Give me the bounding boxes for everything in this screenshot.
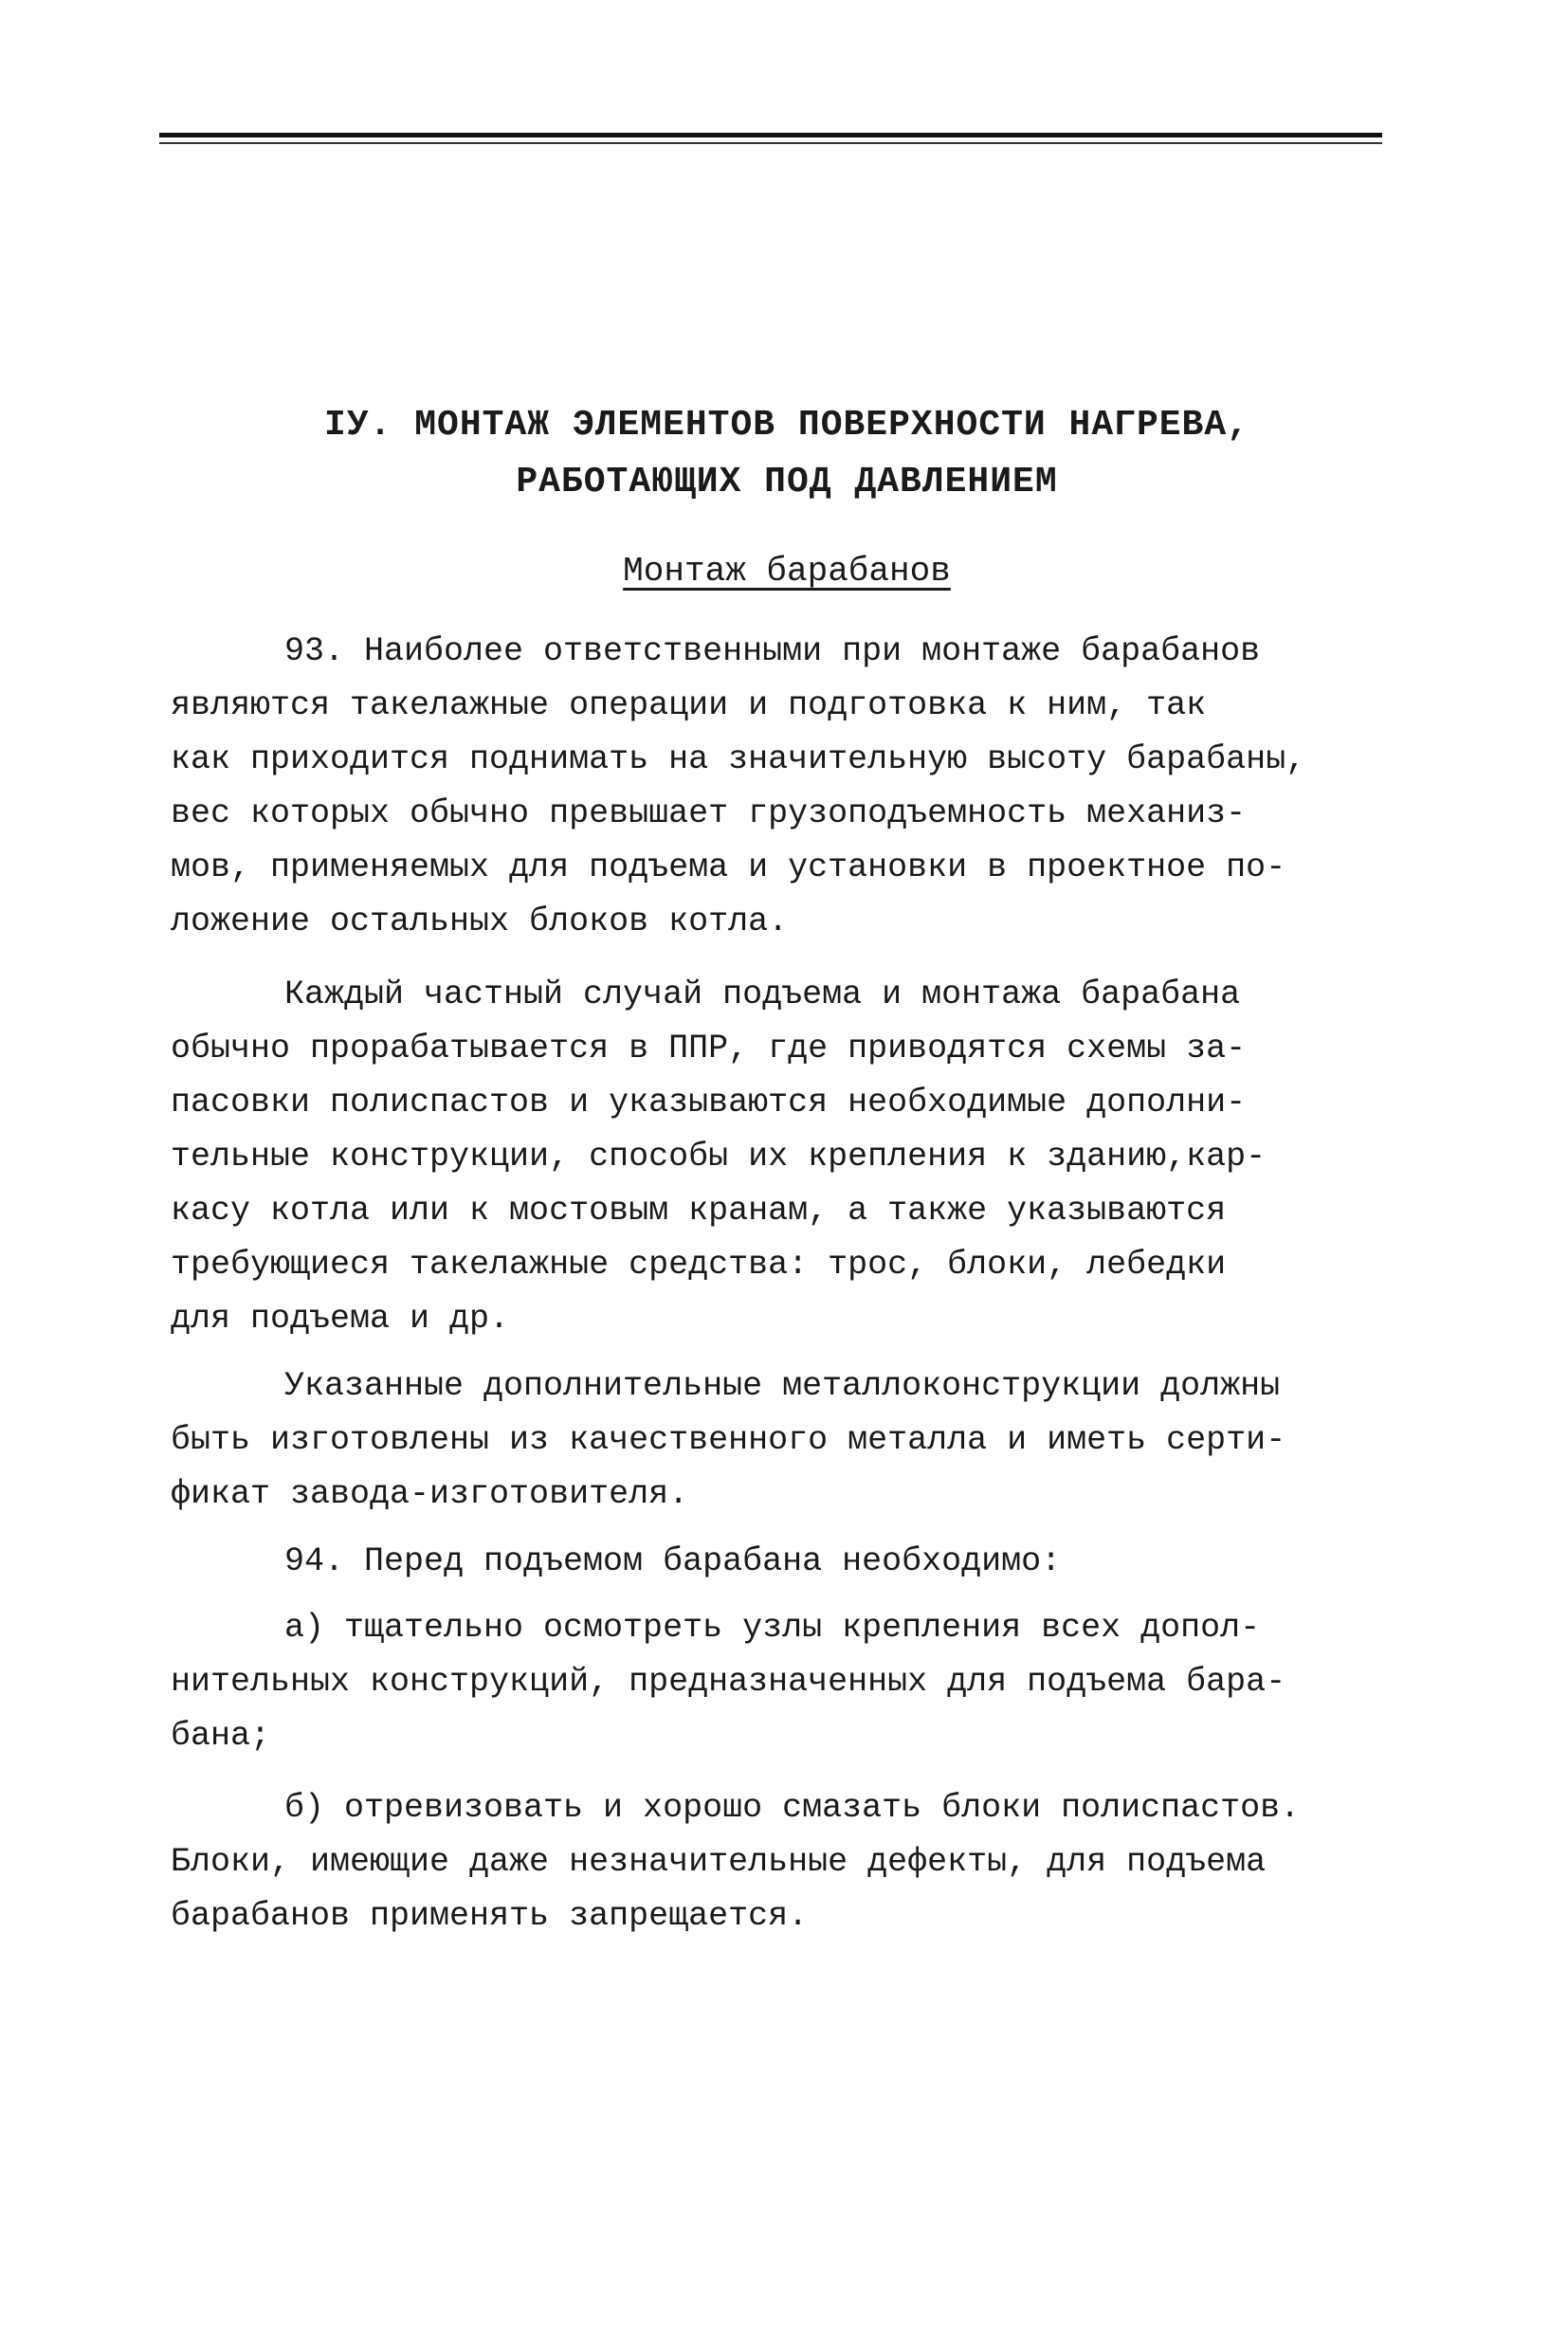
paragraph-line: быть изготовлены из качественного металла и иметь серти- — [171, 1421, 1286, 1459]
section-title-text: Монтаж барабанов — [623, 552, 951, 591]
paragraph-line: тельные конструкции, способы их крепления к зданию,кар- — [171, 1138, 1267, 1176]
paragraph-line: мов, применяемых для подъема и установки в проектное по- — [171, 848, 1286, 886]
paragraph-line: являются такелажные операции и подготовка к ним, так — [171, 686, 1207, 724]
paragraph-line: 94. Перед подъемом барабана необходимо: — [284, 1542, 1062, 1580]
paragraph-line: требующиеся такелажные средства: трос, блоки, лебедки — [171, 1246, 1227, 1284]
paragraph-line: Блоки, имеющие даже незначительные дефекты, для подъема — [171, 1843, 1267, 1881]
paragraph-line: б) отревизовать и хорошо смазать блоки полиспастов. — [284, 1789, 1301, 1827]
section-title — [171, 552, 1403, 591]
paragraph-line: нительных конструкций, предназначенных для подъема бара- — [171, 1663, 1286, 1701]
paragraph-line: а) тщательно осмотреть узлы крепления всех допол- — [284, 1609, 1261, 1647]
paragraph-line: обычно прорабатывается в ППР, где приводятся схемы за- — [171, 1030, 1247, 1067]
paragraph-line: барабанов применять запрещается. — [171, 1897, 809, 1935]
top-rule — [159, 133, 1382, 137]
paragraph-line: 93. Наиболее ответственными при монтаже барабанов — [284, 632, 1261, 670]
chapter-title-line-2: РАБОТАЮЩИХ ПОД ДАВЛЕНИЕМ — [516, 462, 1058, 502]
paragraph-line: касу котла или к мостовым кранам, а также указываются — [171, 1192, 1227, 1230]
paragraph-line: Указанные дополнительные металлоконструкции должны — [284, 1367, 1281, 1405]
chapter-title-line-1: IУ. МОНТАЖ ЭЛЕМЕНТОВ ПОВЕРХНОСТИ НАГРЕВА, — [324, 405, 1249, 446]
paragraph-line: для подъема и др. — [171, 1300, 510, 1338]
paragraph-line: вес которых обычно превышает грузоподъемность механиз- — [171, 794, 1247, 832]
paragraph-line: пасовки полиспастов и указываются необходимые дополни- — [171, 1084, 1247, 1121]
top-rule-secondary — [159, 142, 1382, 144]
paragraph-line: как приходится поднимать на значительную высоту барабаны, — [171, 740, 1306, 778]
paragraph-line: ложение остальных блоков котла. — [171, 903, 789, 940]
paragraph-line: фикат завода-изготовителя. — [171, 1475, 689, 1513]
paragraph-line: бана; — [171, 1717, 271, 1755]
paragraph-line: Каждый частный случай подъема и монтажа барабана — [284, 975, 1241, 1013]
